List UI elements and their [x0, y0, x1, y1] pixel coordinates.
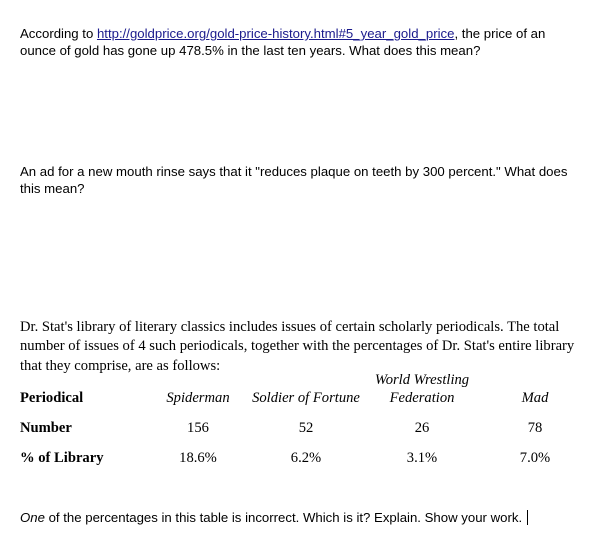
cell-percent-mad: 7.0% — [519, 450, 551, 466]
cell-number-world-wrestling-federation: 26 — [414, 420, 430, 436]
column-header-soldier-of-fortune: Soldier of Fortune — [252, 389, 360, 406]
question-periodicals-prompt: Dr. Stat's library of literary classics includes issues of certain scholarly periodicals. The total number of issues of 4 such periodicals, together with the percentages of Dr. Stat's entire library that they comprise, are as follows: — [20, 318, 575, 374]
cell-percent-soldier-of-fortune: 6.2% — [290, 450, 322, 466]
question-gold-lead: According to — [20, 26, 97, 42]
table-header-row — [20, 371, 586, 407]
table-row — [20, 407, 586, 437]
question-final-instruction — [20, 509, 590, 526]
cell-number-soldier-of-fortune: 52 — [298, 420, 314, 436]
row-label-number: Number — [20, 420, 72, 436]
question-mouth-rinse: An ad for a new mouth rinse says that it "reduces plaque on teeth by 300 percent." What does this mean? — [20, 164, 568, 197]
column-header-spiderman: Spiderman — [166, 389, 230, 406]
text-cursor-caret — [527, 510, 528, 525]
final-emphasis-word: One — [20, 510, 45, 526]
cell-percent-world-wrestling-federation: 3.1% — [406, 450, 438, 466]
periodical-table — [20, 371, 586, 467]
row-label-percent-of-library: % of Library — [20, 450, 104, 466]
gold-price-history-link[interactable]: http://goldprice.org/gold-price-history.html#5_year_gold_price — [96, 26, 455, 42]
column-header-world-wrestling-federation: World Wrestling Federation — [374, 372, 470, 406]
cell-percent-spiderman: 18.6% — [179, 450, 217, 466]
table-row — [20, 437, 586, 467]
column-header-mad: Mad — [521, 389, 549, 406]
question-gold-price — [20, 25, 580, 59]
cell-number-spiderman: 156 — [187, 420, 209, 436]
table-corner-label: Periodical — [20, 390, 84, 406]
cell-number-mad: 78 — [527, 420, 543, 436]
question-gold-tail: , the price of an ounce of gold has gone up 478.5% in the last ten years. What does this mean? — [20, 26, 546, 59]
final-instruction-text: of the percentages in this table is incorrect. Which is it? Explain. Show your work. — [44, 510, 523, 526]
